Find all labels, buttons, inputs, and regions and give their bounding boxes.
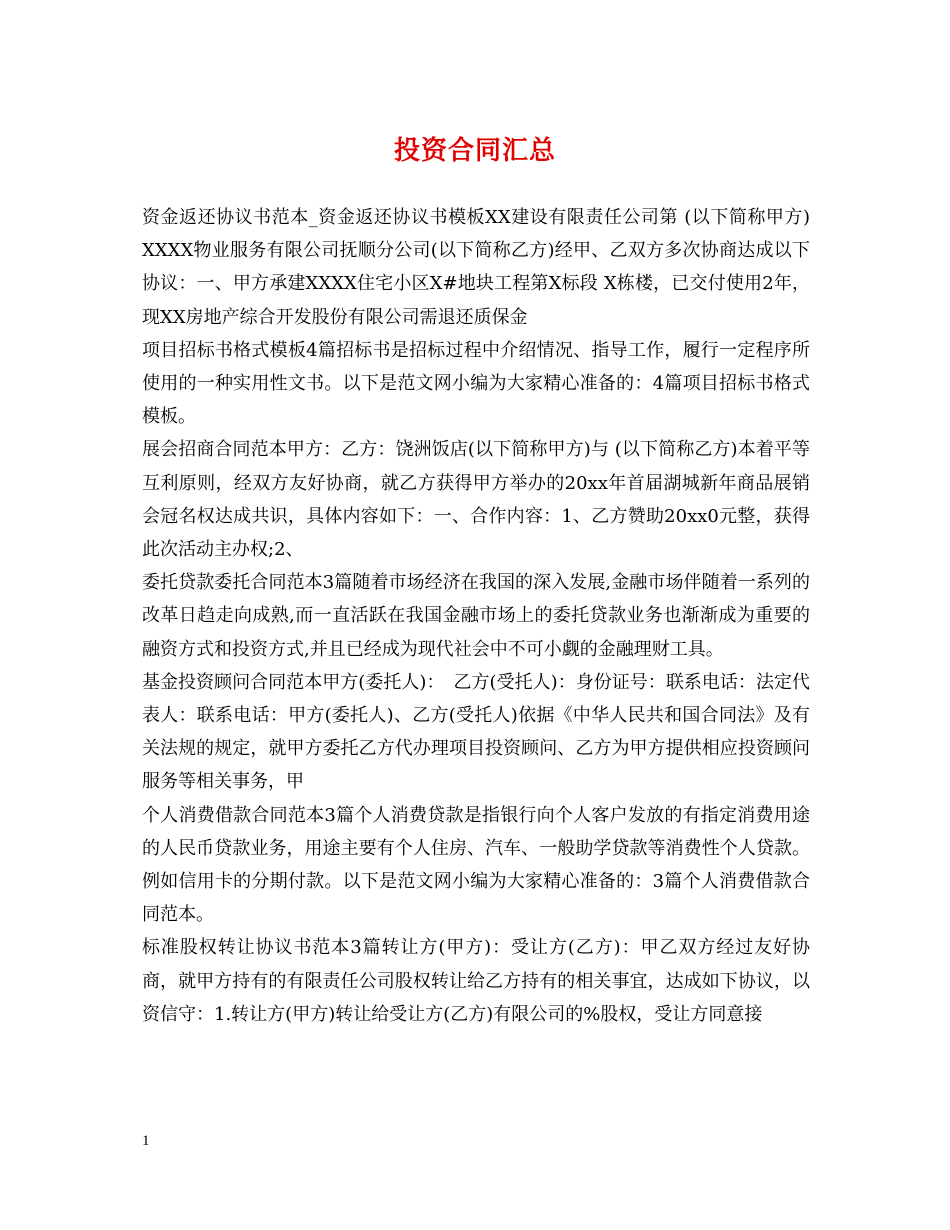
paragraph-fund-advisory-contract: 基金投资顾问合同范本甲方(委托人)： 乙方(受托人)：身份证号：联系电话：法定代表人：联系电话：甲方(委托人)、乙方(受托人)依据《中华人民共和国合同法》及有关法规的规定，就甲方委托乙方代办理项目投资顾问、乙方为甲方提供相应投资顾问服务等相关事务，甲 xyxy=(142,671,810,793)
paragraph-tender-template: 项目招标书格式模板4篇招标书是招标过程中介绍情况、指导工作，履行一定程序所使用的一种实用性文书。以下是范文网小编为大家精心准备的：4篇项目招标书格式模板。 xyxy=(142,339,810,428)
paragraph-exhibition-contract: 展会招商合同范本甲方：乙方：饶洲饭店(以下简称甲方)与 (以下简称乙方)本着平等互利原则，经双方友好协商，就乙方获得甲方举办的20xx年首届湖城新年商品展销会冠名权达成共识，具体内容如下：一、合作内容：1、乙方赞助20xx0元整，获得此次活动主办权;2、 xyxy=(142,439,810,561)
paragraph-consumer-loan-contract: 个人消费借款合同范本3篇个人消费贷款是指银行向个人客户发放的有指定消费用途的人民币贷款业务，用途主要有个人住房、汽车、一般助学贷款等消费性个人贷款。例如信用卡的分期付款。以下是范文网小编为大家精心准备的：3篇个人消费借款合同范本。 xyxy=(142,804,810,926)
page-number: 1 xyxy=(142,1133,150,1149)
paragraph-entrusted-loan-contract: 委托贷款委托合同范本3篇随着市场经济在我国的深入发展,金融市场伴随着一系列的改革日趋走向成熟,而一直活跃在我国金融市场上的委托贷款业务也渐渐成为重要的融资方式和投资方式,并且已经成为现代社会中不可小觑的金融理财工具。 xyxy=(142,572,810,660)
paragraph-equity-transfer-agreement: 标准股权转让协议书范本3篇转让方(甲方)：受让方(乙方)：甲乙双方经过友好协商，就甲方持有的有限责任公司股权转让给乙方持有的相关事宜，达成如下协议，以资信守：1.转让方(甲方)转让给受让方(乙方)有限公司的%股权，受让方同意接 xyxy=(142,937,810,1025)
paragraph-fund-return-agreement: 资金返还协议书范本_资金返还协议书模板XX建设有限责任公司第 (以下简称甲方) XXXX物业服务有限公司抚顺分公司(以下简称乙方)经甲、乙双方多次协商达成以下协议：一、甲方承建XXXX住宅小区X#地块工程第X标段 X栋楼，已交付使用2年，现XX房地产综合开发股份有限公司需退还质保金 xyxy=(142,207,810,328)
document-title: 投资合同汇总 xyxy=(393,136,556,166)
document-body xyxy=(142,201,810,1031)
